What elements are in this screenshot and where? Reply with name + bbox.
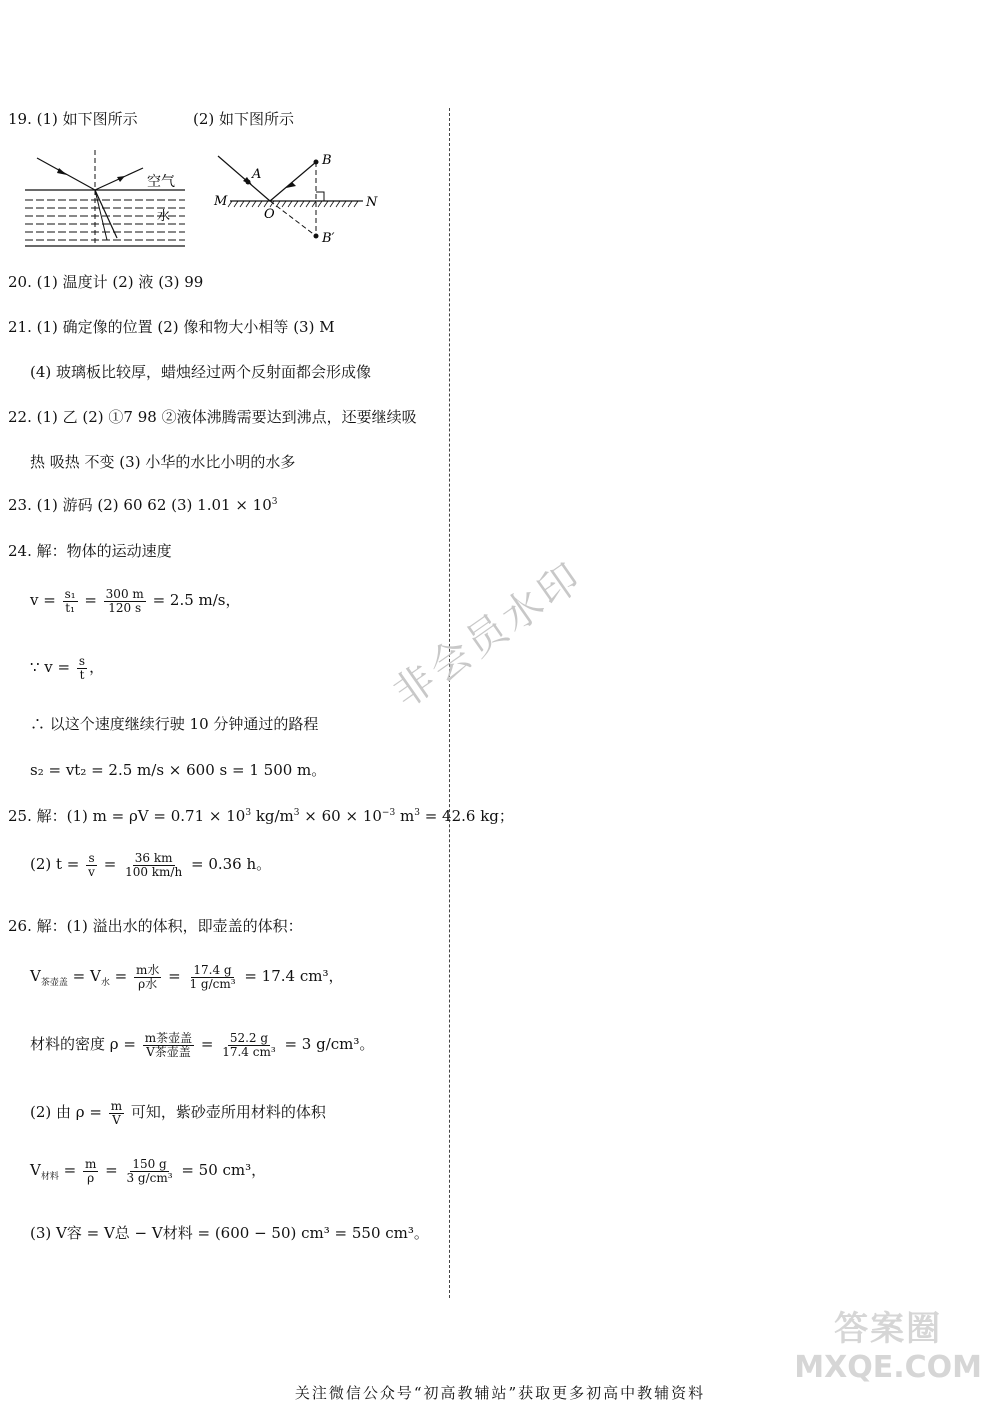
q26-part3: (3) V容 = V总 − V材料 = (600 − 50) cm³ = 550 cm³。 (30, 1224, 429, 1242)
q24-velocity: v = $\frac{\text{s₁}}{\text{t₁}}$ = $\frac{300 m}{120 s}$ = 2.5 m/s， (30, 587, 241, 615)
air-label: 空气 (147, 174, 175, 190)
q26-lid-volume: $V_{茶壶盖} = V_水$ = $\frac{\text{m水}}{\text{ρ水}}$ = $\frac{17.4 g}{\text{1 g/cm³}}$ = 17.4 cm³， (30, 963, 344, 991)
q19-label-2: (2) 如下图所示 (193, 110, 295, 128)
q24-therefore: ∴ 以这个速度继续行驶 10 分钟通过的路程 (30, 715, 319, 733)
point-a-label: A (252, 167, 262, 182)
q24-because: ∵ v = $\frac{s}{t}$ ， (30, 654, 105, 682)
q25-mass: 25. 解：(1) $m = \rho V = 0.71 \times 10^3$ $kg/m^3 \times 60 \times 10^{-3}$ $m^3 = 42.6$ kg； (8, 807, 514, 825)
q22-line1: 22. (1) 乙 (2) ①7 98 ②液体沸腾需要达到沸点，还要继续吸 (8, 408, 417, 426)
q24-distance: s₂ = vt₂ = 2.5 m/s × 600 s = 1 500 m。 (30, 761, 327, 779)
q26-title: 26. 解：(1) 溢出水的体积，即壶盖的体积： (8, 917, 303, 935)
q26-material-volume: $V_{材料}$ = $\frac{m}{\rho}$ = $\frac{150 g}{\text{3 g/cm³}}$ = 50 cm³， (30, 1157, 267, 1185)
mirror-diagram (208, 148, 388, 248)
column-divider (449, 108, 450, 1298)
q22-line2: 热 吸热 不变 (3) 小华的水比小明的水多 (30, 453, 296, 471)
q20-answer: 20. (1) 温度计 (2) 液 (3) 99 (8, 273, 204, 291)
q24-title: 24. 解：物体的运动速度 (8, 542, 172, 560)
q21-line1: 21. (1) 确定像的位置 (2) 像和物大小相等 (3) M (8, 318, 335, 336)
point-bprime-label: B′ (322, 231, 335, 246)
water-label: 水 (157, 209, 171, 224)
point-b-label: B (322, 153, 332, 168)
q19-label: 19. (1) 如下图所示 (8, 110, 138, 128)
q25-time: (2) t = $\frac{s}{v}$ = $\frac{36 km}{100 km/h}$ = 0.36 h。 (30, 851, 272, 879)
q26-part2: (2) 由 ρ = $\frac{m}{V}$ 可知，紫砂壶所用材料的体积 (30, 1099, 326, 1127)
footer-note: 关注微信公众号“初高教辅站”获取更多初高中教辅资料 (294, 1384, 706, 1402)
point-m-label: M (214, 194, 228, 209)
point-o-label: O (264, 207, 275, 222)
q21-line2: (4) 玻璃板比较厚，蜡烛经过两个反射面都会形成像 (30, 363, 372, 381)
watermark-text: 非会员水印 (385, 553, 592, 718)
refraction-diagram (25, 148, 195, 248)
brand-logo: 答案圈 MXQE.COM (794, 1309, 982, 1385)
q26-density: 材料的密度 ρ = $\frac{\text{m茶壶盖}}{\text{V茶壶盖}}$ = $\frac{52.2 g}{\text{17.4 cm³}}$ = 3 g/cm³。 (30, 1031, 375, 1059)
q23-answer: 23. (1) 游码 (2) 60 62 (3) $1.01 \times 10^3$ (8, 496, 278, 514)
point-n-label: N (366, 195, 378, 210)
